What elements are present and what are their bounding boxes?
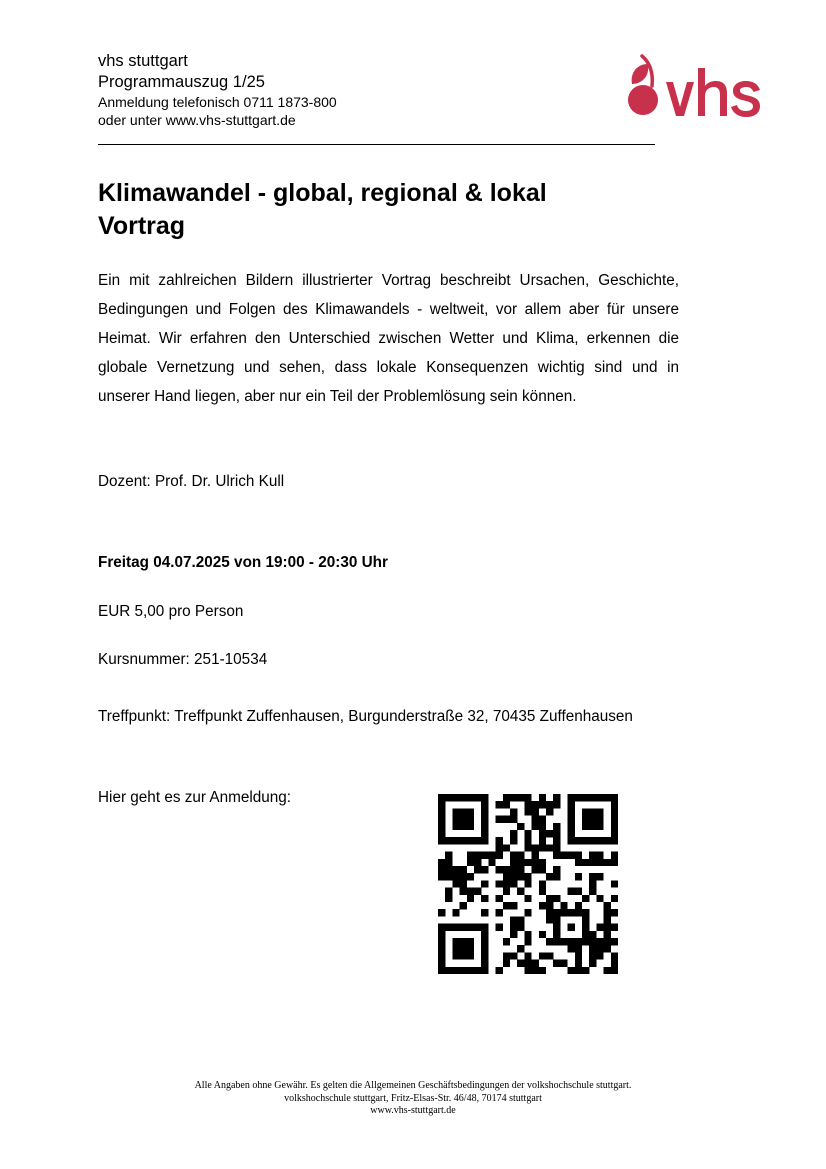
qr-code-icon	[438, 794, 618, 974]
course-title-line2: Vortrag	[98, 212, 186, 240]
course-number: Kursnummer: 251-10534	[98, 651, 268, 668]
course-title	[98, 177, 547, 243]
registration-qr-code[interactable]	[438, 794, 618, 974]
course-title-line1: Klimawandel - global, regional & lokal	[98, 179, 547, 207]
header-phone: Anmeldung telefonisch 0711 1873-800	[98, 94, 337, 110]
header-divider	[98, 144, 655, 145]
header-web: oder unter www.vhs-stuttgart.de	[98, 112, 296, 128]
vhs-logo	[626, 52, 766, 122]
cherry-logo-icon	[626, 52, 766, 122]
footer-website: www.vhs-stuttgart.de	[370, 1105, 456, 1116]
registration-label: Hier geht es zur Anmeldung:	[98, 789, 292, 806]
footer	[0, 1080, 826, 1118]
course-price: EUR 5,00 pro Person	[98, 603, 244, 620]
course-description: Ein mit zahlreichen Bildern illustrierter Vortrag beschreibt Ursachen, Geschichte, Bedingungen und Folgen des Klimawandels - weltweit, vor allem aber für unsere Heimat. Wir erfahren den Unterschied zwischen Wetter und Klima, erkennen die globale Vernetzung und sehen, dass lokale Konsequenzen wichtig sind und in unserer Hand liegen, aber nur ein Teil der Problemlösung sein können.	[98, 272, 679, 405]
course-datetime: Freitag 04.07.2025 von 19:00 - 20:30 Uhr	[98, 554, 388, 571]
footer-address: volkshochschule stuttgart, Fritz-Elsas-Str. 46/48, 70174 stuttgart	[284, 1092, 542, 1104]
header-program: Programmauszug 1/25	[98, 73, 265, 91]
course-location: Treffpunkt: Treffpunkt Zuffenhausen, Burgunderstraße 32, 70435 Zuffenhausen	[98, 708, 633, 725]
footer-disclaimer: Alle Angaben ohne Gewähr. Es gelten die Allgemeinen Geschäftsbedingungen der volkshochschule stuttgart.	[194, 1080, 632, 1091]
lecturer: Dozent: Prof. Dr. Ulrich Kull	[98, 473, 285, 490]
header-org: vhs stuttgart	[98, 52, 188, 70]
